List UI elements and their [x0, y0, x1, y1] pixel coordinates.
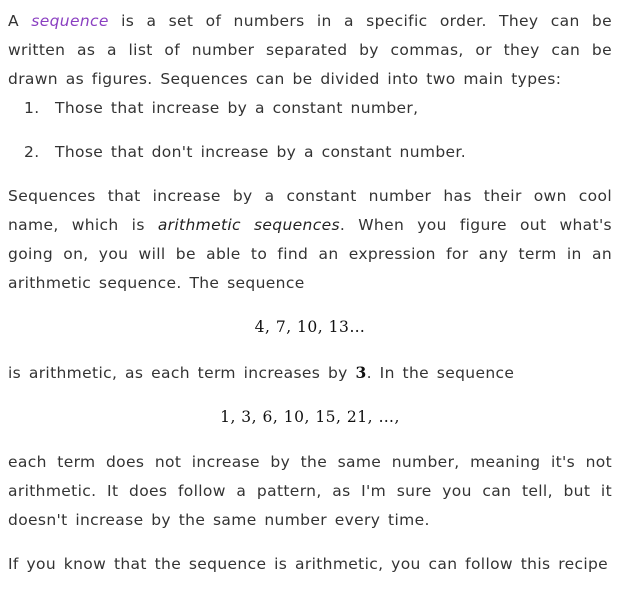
list-item-text: Those that increase by a constant number, [55, 99, 419, 117]
sequence-example-1: 4, 7, 10, 13… [254, 318, 366, 336]
arithmetic-sequences-term: arithmetic sequences [157, 216, 340, 234]
intro-paragraph [8, 0, 612, 94]
list-item-text: Those that don't increase by a constant number. [55, 143, 467, 161]
list-item-number: 2. [24, 143, 40, 161]
arithmetic-after: . When you figure out what's going on, you will be able to find an expression for any term in an arithmetic sequence. The sequence [8, 216, 612, 292]
arithmetic-paragraph [8, 182, 612, 298]
list-item [8, 94, 612, 123]
list-item [8, 138, 612, 167]
recipe-paragraph: If you know that the sequence is arithmetic, you can follow this recipe [8, 555, 609, 573]
increase-value: 3 [355, 363, 367, 382]
sequence-term-link[interactable]: sequence [31, 12, 109, 30]
increase-after: . In the sequence [366, 364, 515, 382]
increase-paragraph [8, 358, 612, 388]
article-body [8, 0, 612, 579]
sequence-types-list [8, 94, 612, 167]
intro-rest: is a set of numbers in a specific order. They can be written as a list of number separated by commas, or they can be drawn as figures. Sequences can be divided into two main types: [8, 12, 613, 88]
arithmetic-before: Sequences that increase by a constant number has their own cool name, which is [8, 187, 612, 234]
not-arithmetic-paragraph: each term does not increase by the same number, meaning it's not arithmetic. It does follow a pattern, as I'm sure you can tell, but it doesn't increase by the same number every time. [8, 453, 612, 529]
sequence-example-2: 1, 3, 6, 10, 15, 21, …, [220, 408, 400, 426]
list-item-number: 1. [24, 99, 40, 117]
increase-before: is arithmetic, as each term increases by [8, 364, 356, 382]
intro-lead: A [8, 12, 32, 30]
